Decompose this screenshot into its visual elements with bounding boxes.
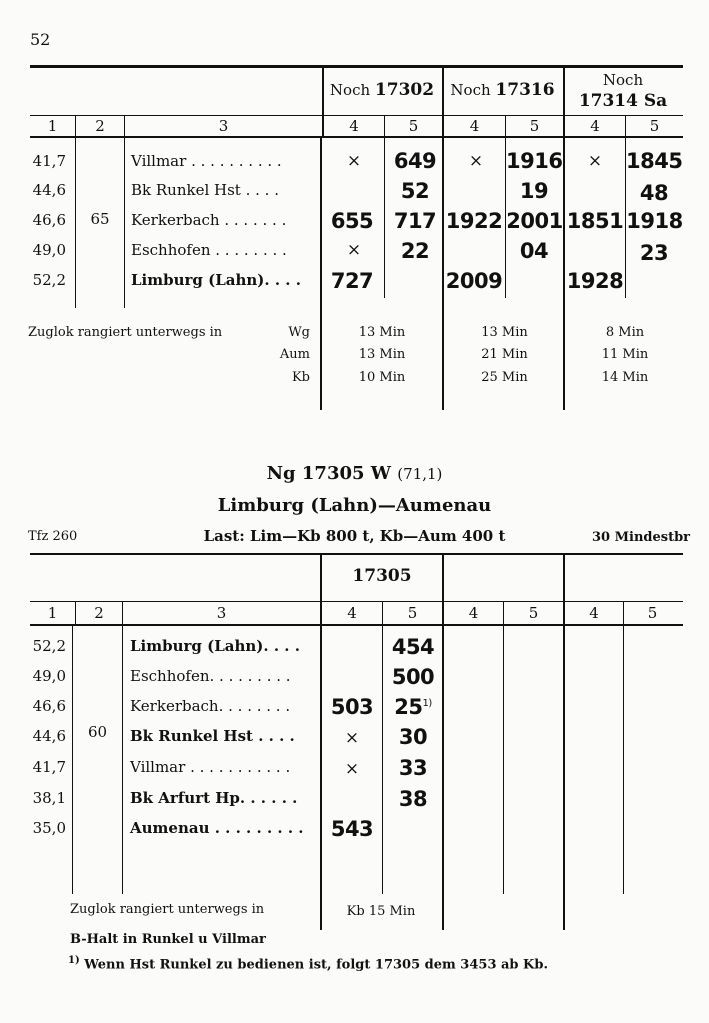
km-value: 44,6: [32, 727, 66, 745]
shunting-time: 14 Min: [601, 370, 649, 385]
table2-vline: [563, 555, 565, 601]
footnote-mark: 1): [68, 955, 80, 966]
shunting-time: 13 Min: [358, 347, 406, 362]
column-number: 4: [468, 604, 479, 622]
time-value: 33: [398, 756, 428, 780]
shunting-time: 10 Min: [358, 370, 406, 385]
column-number: 2: [94, 604, 104, 622]
time-value: 2001: [506, 209, 563, 233]
shunting-place: Wg: [288, 325, 310, 340]
time-value: 727: [330, 269, 374, 293]
shunting-place: Kb: [291, 370, 310, 385]
table2-vline: [122, 626, 123, 894]
column-number: 4: [347, 604, 357, 622]
time-value: 543: [330, 817, 374, 841]
station-name: Eschhofen . . . . . . . .: [131, 241, 287, 259]
train-title: Ng 17305 W (71,1): [266, 463, 443, 484]
route-title: Limburg (Lahn)—Aumenau: [217, 495, 492, 516]
station-name: Villmar . . . . . . . . . .: [131, 152, 282, 170]
table2-top-rule: [30, 553, 683, 555]
time-value: 655: [330, 209, 374, 233]
speed-value: 65: [90, 210, 110, 228]
time-value: 1851: [566, 209, 624, 233]
km-value: 52,2: [32, 637, 66, 655]
time-value: 1918: [626, 209, 683, 233]
brake-info: 30 Mindestbr: [592, 530, 691, 545]
footnote: $^{1)}$ Wenn Hst Runkel zu bedienen ist, folgt 17305 dem 3453 ab Kb.: [68, 955, 548, 973]
table2-vline: [442, 626, 444, 930]
table1-colnum-rule: [30, 136, 683, 138]
time-value: 1922: [445, 209, 503, 233]
shunting-time: 8 Min: [605, 325, 645, 340]
station-name: Limburg (Lahn). . . .: [130, 637, 300, 655]
time-value: 454: [391, 635, 435, 659]
shunting-time: Kb 15 Min: [346, 904, 416, 919]
time-value: 717: [393, 209, 437, 233]
column-number: 5: [407, 604, 418, 622]
time-value: 500: [391, 665, 435, 689]
table2-vline: [382, 626, 383, 894]
column-number: 4: [590, 117, 600, 135]
tfz-label: Tfz 260: [28, 529, 78, 544]
time-value: 22: [400, 239, 430, 263]
km-value: 38,1: [32, 789, 66, 807]
pass-mark: ×: [344, 728, 360, 748]
speed-value: 60: [87, 723, 108, 741]
time-value: 48: [639, 181, 669, 205]
km-value: 41,7: [32, 758, 66, 776]
train-header: Noch 17314 Sa: [578, 71, 668, 111]
km-value: 46,6: [32, 697, 66, 715]
column-number: 1: [47, 117, 58, 135]
time-value: 52: [400, 179, 430, 203]
time-value: 1916: [506, 149, 563, 173]
station-name: Kerkerbach . . . . . . .: [131, 211, 287, 229]
time-value: 2009: [445, 269, 503, 293]
column-number: 5: [408, 117, 419, 135]
km-value: 52,2: [32, 271, 66, 289]
shunting-place: Aum: [279, 347, 310, 362]
column-number: 5: [529, 117, 540, 135]
table2-colnum-rule: [30, 624, 683, 626]
station-name: Limburg (Lahn). . . .: [131, 271, 301, 289]
time-value: 649: [393, 149, 437, 173]
column-number: 3: [218, 117, 229, 135]
km-value: 41,7: [32, 152, 66, 170]
column-number: 3: [216, 604, 227, 622]
page-number: 52: [30, 30, 51, 49]
station-name: Bk Runkel Hst . . . .: [131, 181, 279, 199]
table2-vline: [72, 626, 73, 894]
km-value: 49,0: [32, 667, 66, 685]
time-value: 19: [519, 179, 549, 203]
table1-vline: [384, 138, 385, 298]
column-number: 4: [349, 117, 359, 135]
table2-vline: [442, 555, 444, 601]
column-number: 5: [649, 117, 660, 135]
table2-vline: [503, 626, 504, 894]
km-value: 46,6: [32, 211, 66, 229]
station-name: Bk Runkel Hst . . . .: [130, 727, 295, 745]
pass-mark: ×: [587, 151, 603, 171]
table2-header-rule: [30, 601, 683, 602]
time-value: 04: [519, 239, 549, 263]
time-value: 1928: [566, 269, 624, 293]
table2-vline: [563, 626, 565, 930]
column-number: 5: [647, 604, 658, 622]
load-info: Last: Lim—Kb 800 t, Kb—Aum 400 t: [203, 527, 506, 545]
shunting-label: Zuglok rangiert unterwegs in: [70, 902, 265, 917]
halt-note: B-Halt in Runkel u Villmar: [70, 932, 266, 947]
shunting-time: 13 Min: [358, 325, 406, 340]
column-number: 4: [469, 117, 480, 135]
table2-vline: [623, 626, 624, 894]
train-header: Noch 17302: [329, 80, 435, 100]
pass-mark: ×: [346, 240, 362, 260]
km-value: 44,6: [32, 181, 66, 199]
column-number: 2: [95, 117, 105, 135]
station-name: Kerkerbach. . . . . . . .: [130, 697, 291, 715]
pass-mark: ×: [344, 759, 360, 779]
time-value: 38: [398, 787, 428, 811]
pass-mark: ×: [468, 151, 484, 171]
column-number: 5: [528, 604, 539, 622]
table1-top-rule: [30, 65, 683, 68]
column-number: 1: [47, 604, 58, 622]
train-header: 17305: [352, 566, 412, 586]
time-value: 503: [330, 695, 374, 719]
station-name: Aumenau . . . . . . . . .: [130, 819, 304, 837]
station-name: Bk Arfurt Hp. . . . . .: [130, 789, 298, 807]
station-name: Villmar . . . . . . . . . . .: [130, 758, 291, 776]
km-value: 49,0: [32, 241, 66, 259]
table2-vline: [320, 626, 322, 930]
footnote-mark: 1): [422, 698, 432, 709]
shunting-time: 13 Min: [481, 325, 528, 340]
time-value: 25$^{1)}$: [394, 695, 432, 719]
station-name: Eschhofen. . . . . . . . .: [130, 667, 291, 685]
shunting-label: Zuglok rangiert unterwegs in: [28, 325, 223, 340]
pass-mark: ×: [346, 151, 362, 171]
table1-vline: [124, 138, 125, 308]
time-value: 23: [639, 241, 669, 265]
table1-header-rule: [30, 115, 683, 116]
column-number: 4: [589, 604, 599, 622]
time-value: 30: [398, 725, 428, 749]
km-value: 35,0: [32, 819, 66, 837]
time-value: 1845: [626, 149, 683, 173]
shunting-time: 21 Min: [481, 347, 528, 362]
shunting-time: 11 Min: [601, 347, 649, 362]
train-header: Noch 17316: [450, 80, 555, 100]
shunting-time: 25 Min: [481, 370, 528, 385]
